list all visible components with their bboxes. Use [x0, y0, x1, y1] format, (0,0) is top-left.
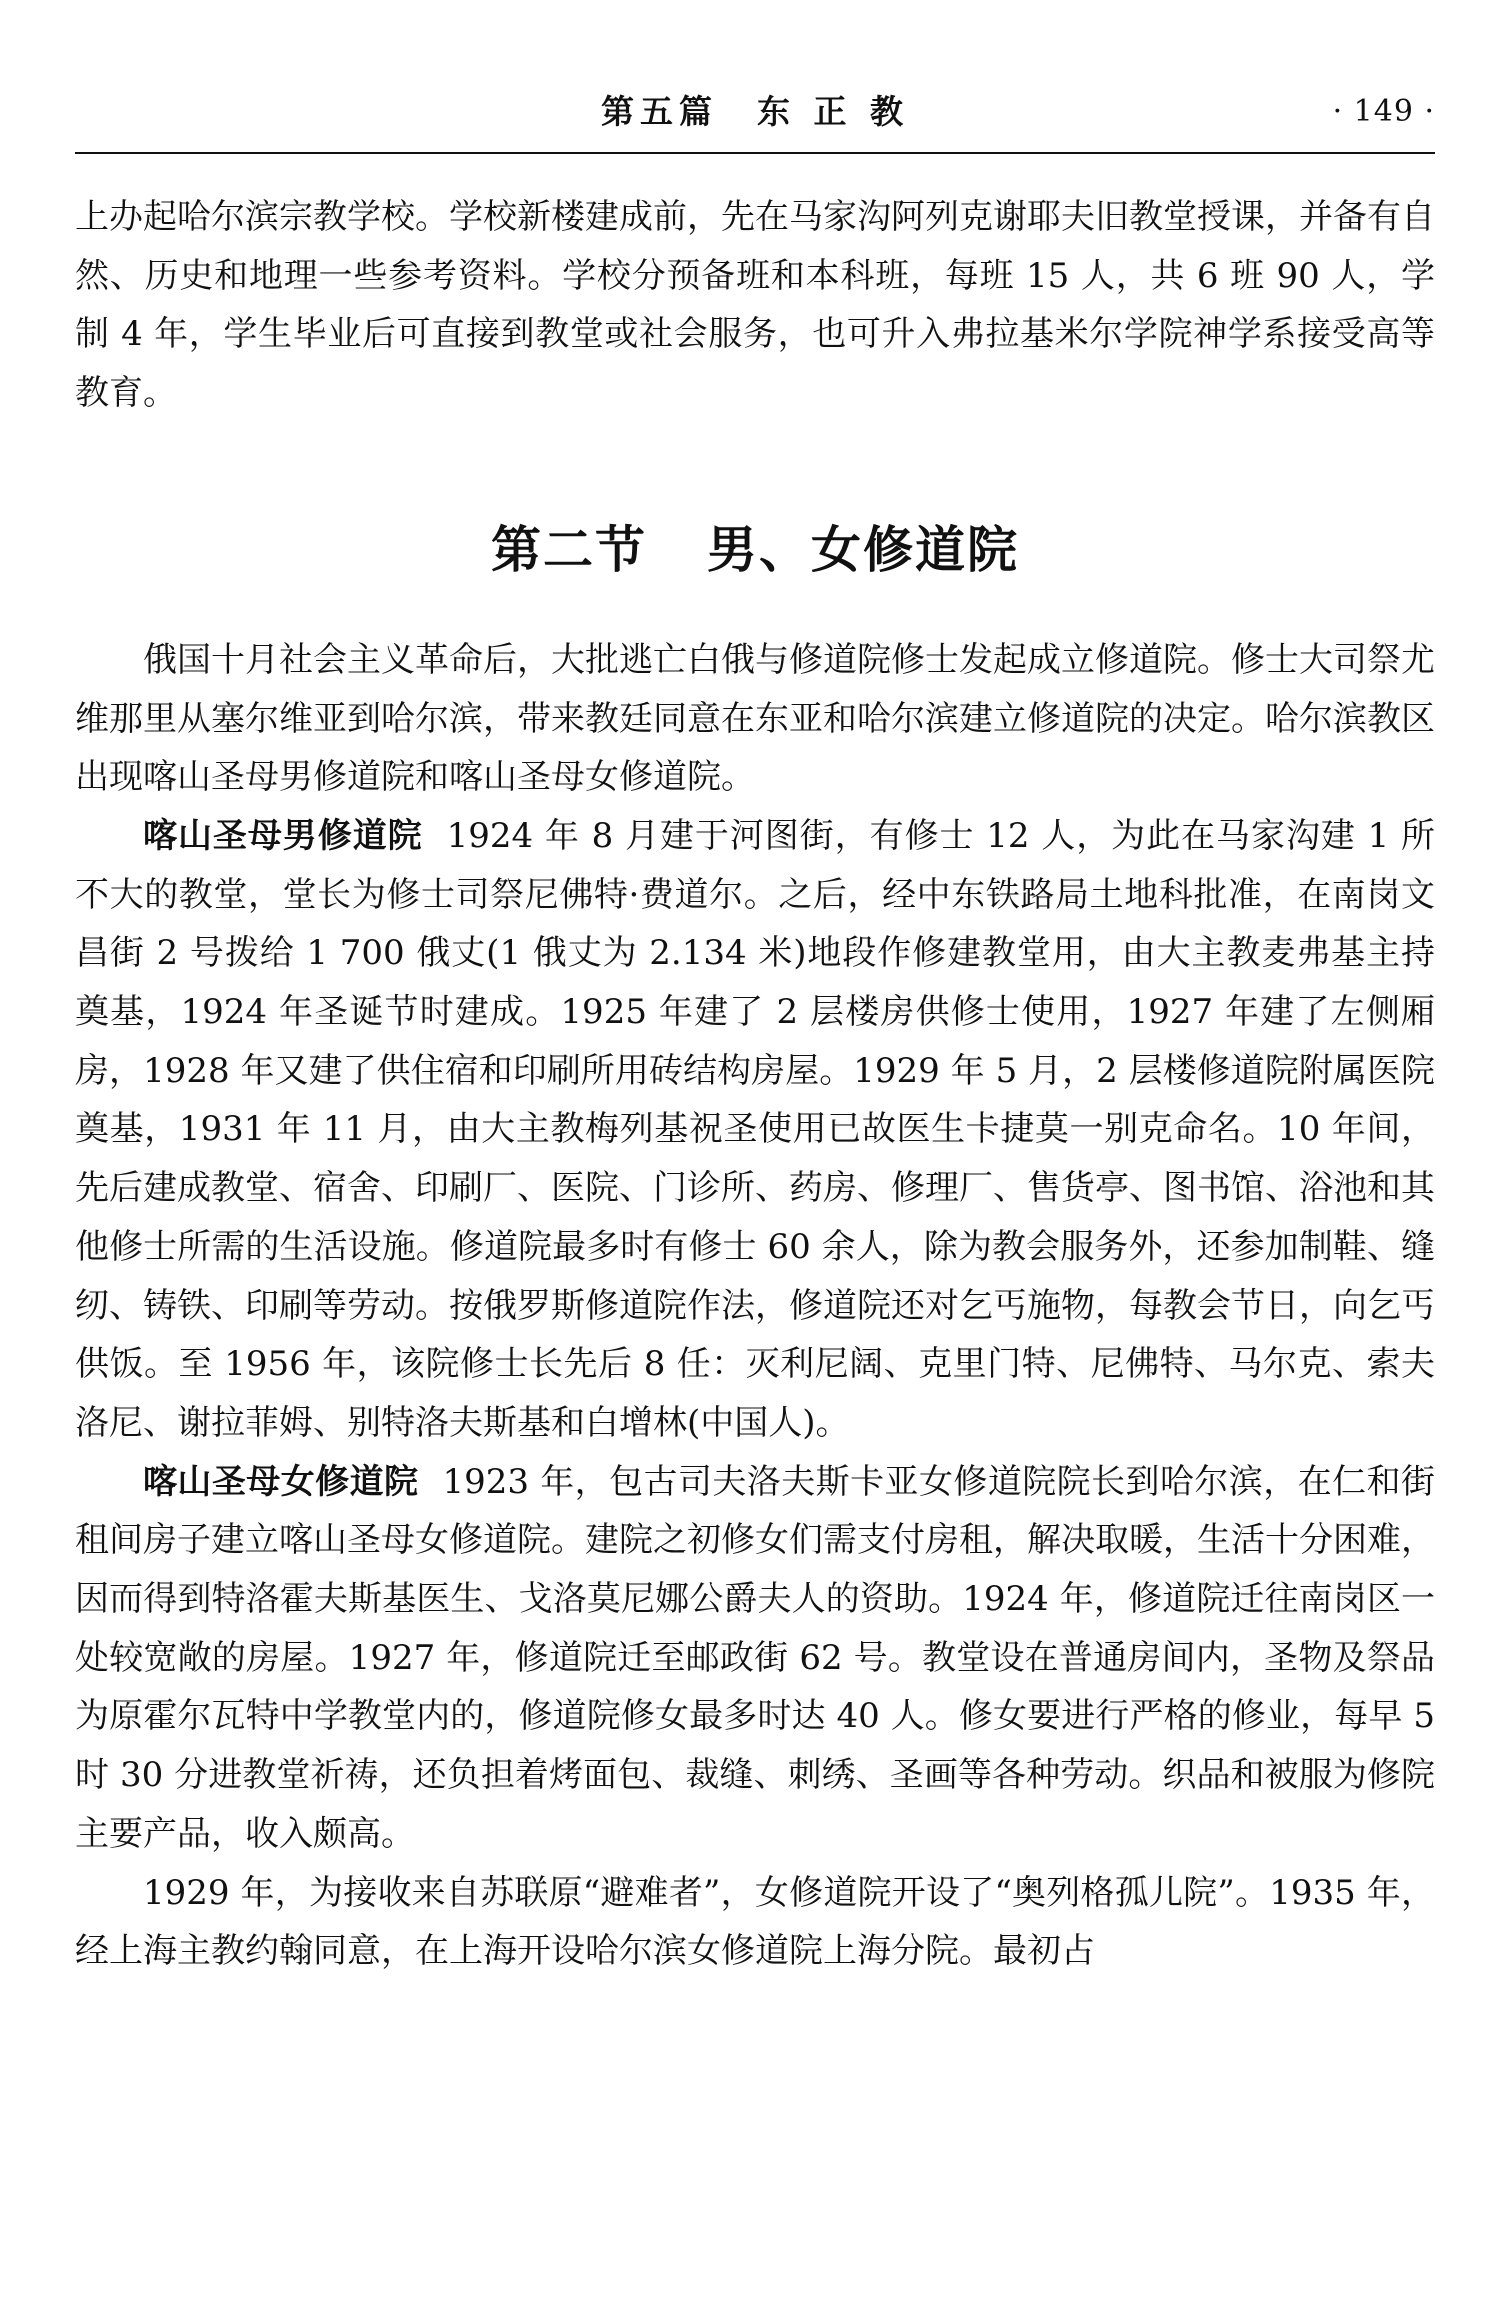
lead-term: 喀山圣母女修道院: [143, 1461, 419, 1502]
paragraph-text: 1924 年 8 月建于河图街，有修士 12 人，为此在马家沟建 1 所不大的教堂，堂长为修士司祭尼佛特·费道尔。之后，经中东铁路局土地科批准，在南岗文昌街 2 号拨给 1 700 俄丈(1 俄丈为 2.134 米)地段作修建教堂用，由大主教麦弗基主持奠基，1924 年圣诞节时建成。1925 年建了 2 层楼房供修士使用，1927 年建了左侧厢房，1928 年又建了供住宿和印刷所用砖结构房屋。1929 年 5 月，2 层楼修道院附属医院奠基，1931 年 11 月，由大主教梅列基祝圣使用已故医生卡捷莫一别克命名。10 年间，先后建成教堂、宿舍、印刷厂、医院、门诊所、药房、修理厂、售货亭、图书馆、浴池和其他修士所需的生活设施。修道院最多时有修士 60 余人，除为教会服务外，还参加制鞋、缝纫、铸铁、印刷等劳动。按俄罗斯修道院作法，修道院还对乞丐施物，每教会节日，向乞丐供饭。至 1956 年，该院修士长先后 8 任：灭利尼阔、克里门特、尼佛特、马尔克、索夫洛尼、谢拉菲姆、别特洛夫斯基和白增林(中国人)。: [75, 815, 1435, 1443]
section-heading: [75, 517, 1435, 583]
paragraph-text: 俄国十月社会主义革命后，大批逃亡白俄与修道院修士发起成立修道院。修士大司祭尤维那里从塞尔维亚到哈尔滨，带来教廷同意在东亚和哈尔滨建立修道院的决定。哈尔滨教区出现喀山圣母男修道院和喀山圣母女修道院。: [75, 639, 1435, 798]
header-rule: [75, 152, 1435, 154]
paragraph-male-monastery: [75, 807, 1435, 1453]
paragraph-text: 1923 年，包古司夫洛夫斯卡亚女修道院院长到哈尔滨，在仁和街租间房子建立喀山圣母女修道院。建院之初修女们需支付房租，解决取暖，生活十分困难，因而得到特洛霍夫斯基医生、戈洛莫尼娜公爵夫人的资助。1924 年，修道院迁往南岗区一处较宽敞的房屋。1927 年，修道院迁至邮政街 62 号。教堂设在普通房间内，圣物及祭品为原霍尔瓦特中学教堂内的，修道院修女最多时达 40 人。修女要进行严格的修业，每早 5 时 30 分进教堂祈祷，还负担着烤面包、裁缝、刺绣、圣画等各种劳动。织品和被服为修院主要产品，收入颇高。: [75, 1461, 1435, 1854]
body-text: [75, 188, 1435, 1981]
paragraph-female-monastery: [75, 1453, 1435, 1864]
paragraph-text: 1929 年，为接收来自苏联原“避难者”，女修道院开设了“奥列格孤儿院”。1935 年，经上海主教约翰同意，在上海开设哈尔滨女修道院上海分院。最初占: [75, 1872, 1435, 1972]
lead-term: 喀山圣母男修道院: [143, 815, 423, 856]
running-head: [75, 92, 1435, 152]
paragraph-intro: [75, 631, 1435, 807]
running-title: 第五篇 东 正 教: [601, 92, 909, 131]
section-title: 男、女修道院: [707, 520, 1019, 579]
paragraph-continued: 上办起哈尔滨宗教学校。学校新楼建成前，先在马家沟阿列克谢耶夫旧教堂授课，并备有自然、历史和地理一些参考资料。学校分预备班和本科班，每班 15 人，共 6 班 90 人，学制 4 年，学生毕业后可直接到教堂或社会服务，也可升入弗拉基米尔学院神学系接受高等教育。: [75, 197, 1435, 414]
section-number: 第二节: [491, 520, 647, 579]
page-number: · 149 ·: [1332, 94, 1435, 129]
paragraph-orphanage: [75, 1864, 1435, 1981]
